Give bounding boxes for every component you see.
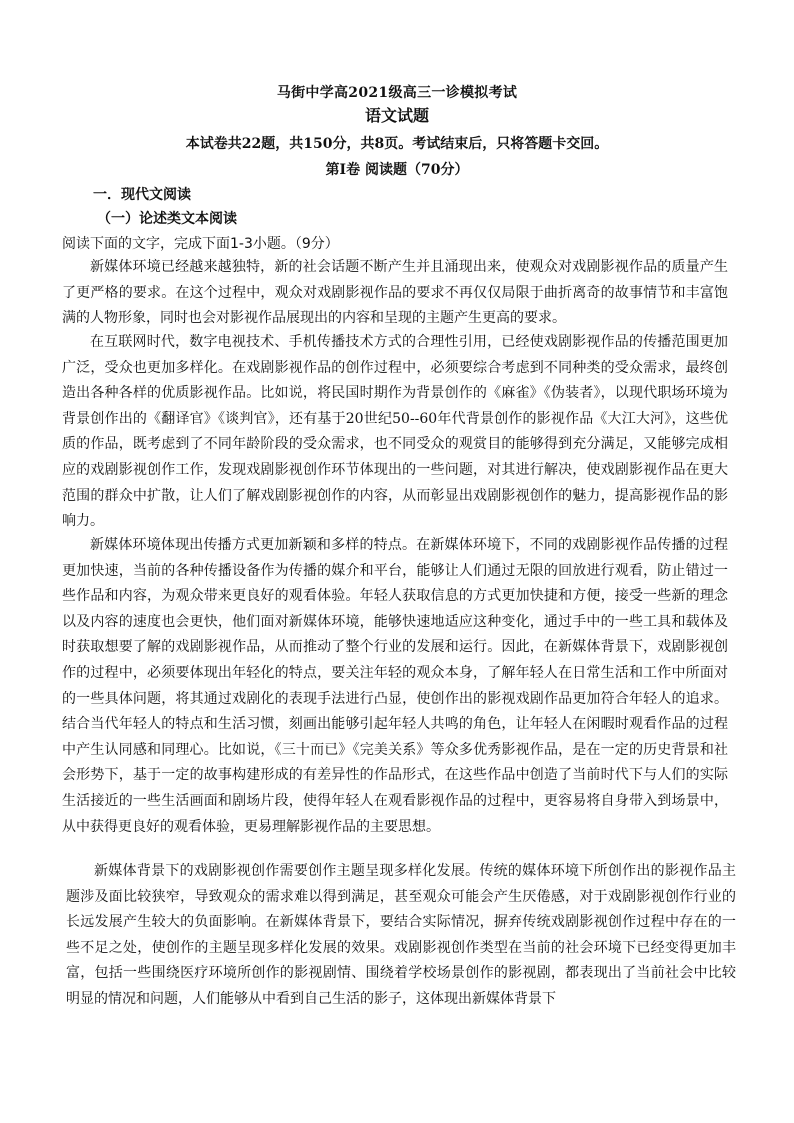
section-heading-modern-reading: 一．现代文阅读 <box>93 187 191 203</box>
paragraph-1: 新媒体环境已经越来越独特，新的社会话题不断产生并且涌现出来，使观众对戏剧影视作品的质量产生了更严格的要求。在这个过程中，观众对戏剧影视作品的要求不再仅仅局限于曲折离奇的故事情节和丰富饱满的人物形象，同时也会对影视作品展现出的内容和呈现的主题产生更高的要求。 <box>62 259 728 327</box>
subsection-heading-argumentative: （一）论述类文本阅读 <box>97 211 237 227</box>
exam-info: 本试卷共22题，共150分，共8页。考试结束后，只将答题卡交回。 <box>185 136 609 152</box>
reading-instruction: 阅读下面的文字，完成下面1-3小题。（9分） <box>62 236 339 252</box>
paragraph-3: 新媒体环境体现出传播方式更加新颖和多样的特点。在新媒体环境下，不同的戏剧影视作品传播的过程更加快速，当前的各种传播设备作为传播的媒介和平台，能够让人们通过无限的回放进行观看，防止错过一些作品和内容，为观众带来更良好的观看体验。年轻人获取信息的方式更加快捷和方便，接受一些新的理念以及内容的速度也会更快，他们面对新媒体环境，能够快速地适应这种变化，通过手中的一些工具和载体及时获取想要了解的戏剧影视作品，从而推动了整个行业的发展和运行。因此，在新媒体背景下，戏剧影视创作的过程中，必须要体现出年轻化的特点，要关注年轻的观众本身，了解年轻人在日常生活和工作中所面对的一些具体问题，将其通过戏剧化的表现手法进行凸显，使创作出的影视戏剧作品更加符合年轻人的追求。结合当代年轻人的特点和生活习惯，刻画出能够引起年轻人共鸣的角色，让年轻人在闲暇时观看作品的过程中产生认同感和同理心。比如说，《三十而已》《完美关系》等众多优秀影视作品，是在一定的历史背景和社会形势下，基于一定的故事构建形成的有差异性的作品形式，在这些作品中创造了当前时代下与人们的实际生活接近的一些生活画面和剧场片段，使得年轻人在观看影视作品的过程中，更容易将自身带入到场景中，从中获得更良好的观看体验，更易理解影视作品的主要思想。 <box>62 537 728 835</box>
paragraph-2: 在互联网时代，数字电视技术、手机传播技术方式的合理性引用，已经使戏剧影视作品的传播范围更加广泛，受众也更加多样化。在戏剧影视作品的创作过程中，必须要综合考虑到不同种类的受众需求，最终创造出各种各样的优质影视作品。比如说，将民国时期作为背景创作的《麻雀》《伪装者》，以现代职场环境为背景创作出的《翻译官》《谈判官》，还有基于20世纪50--60年代背景创作的影视作品《大江大河》，这些优质的作品，既考虑到了不同年龄阶段的受众需求，也不同受众的观赏目的能够得到充分满足，又能够完成相应的戏剧影视创作工作，发现戏剧影视创作环节体现出的一些问题，对其进行解决，使戏剧影视作品在更大范围的群众中扩散，让人们了解戏剧影视创作的内容，从而彰显出戏剧影视创作的魅力，提高影视作品的影响力。 <box>62 334 728 530</box>
exam-title: 马街中学高2021级高三一诊模拟考试 <box>276 85 518 101</box>
part-heading: 第I卷 阅读题（70分） <box>325 162 469 178</box>
paragraph-4: 新媒体背景下的戏剧影视创作需要创作主题呈现多样化发展。传统的媒体环境下所创作出的影视作品主题涉及面比较狭窄，导致观众的需求难以得到满足，甚至观众可能会产生厌倦感，对于戏剧影视创作行业的长远发展产生较大的负面影响。在新媒体背景下，要结合实际情况，摒弃传统戏剧影视创作过程中存在的一些不足之处，使创作的主题呈现多样化发展的效果。戏剧影视创作类型在当前的社会环境下已经变得更加丰富，包括一些围绕医疗环境所创作的影视剧情、围绕着学校场景创作的影视剧，都表现出了当前社会中比较明显的情况和问题，人们能够从中看到自己生活的影子，这体现出新媒体背景下 <box>66 863 736 1007</box>
subject-title: 语文试题 <box>364 106 429 125</box>
